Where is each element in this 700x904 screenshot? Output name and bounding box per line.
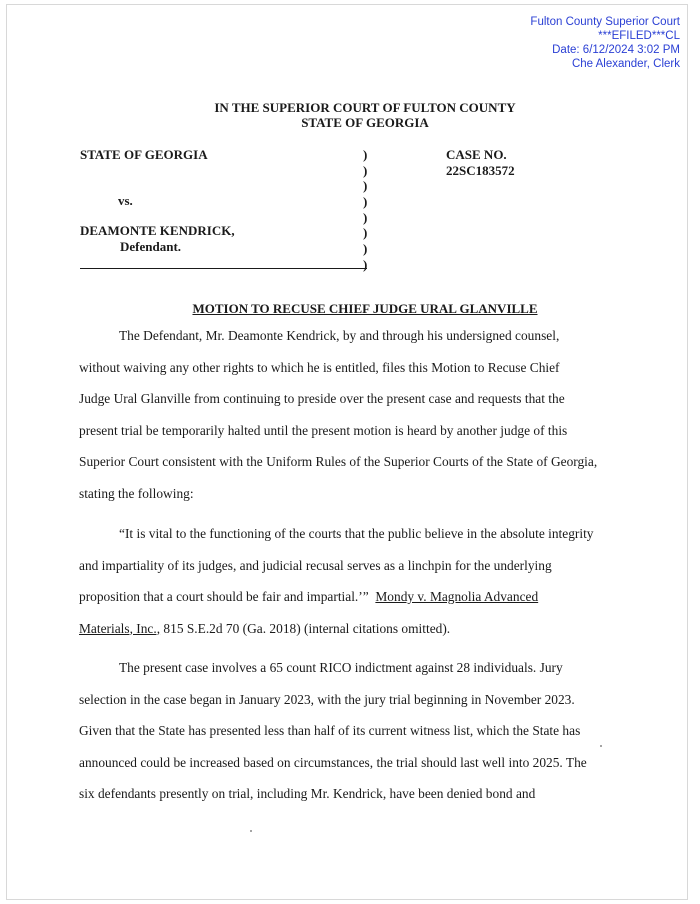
defendant-role: Defendant. bbox=[120, 239, 182, 254]
case-number-block bbox=[446, 147, 515, 179]
paragraph-case-background bbox=[79, 652, 624, 810]
paren: ) bbox=[363, 241, 368, 257]
text-line bbox=[79, 581, 624, 613]
text-line bbox=[79, 613, 624, 645]
caption-rule bbox=[80, 268, 367, 269]
paragraph-intro bbox=[79, 320, 624, 509]
text-line: announced could be increased based on circumstances, the trial should last well into 2025. The bbox=[79, 754, 587, 770]
case-citation: Mondy v. Magnolia Advanced bbox=[375, 589, 539, 604]
case-citation-cont: Materials, Inc., bbox=[79, 620, 161, 636]
paren: ) bbox=[363, 178, 368, 194]
text-line: present trial be temporarily halted until the present motion is heard by another judge of this bbox=[79, 422, 568, 438]
text-line: stating the following: bbox=[79, 485, 194, 501]
motion-title: MOTION TO RECUSE CHIEF JUDGE URAL GLANVILLE bbox=[192, 301, 538, 316]
paragraph-quote bbox=[79, 518, 624, 644]
citation-detail: 815 S.E.2d 70 (Ga. 2018) (internal citations omitted). bbox=[163, 620, 451, 636]
defendant-name: DEAMONTE KENDRICK, bbox=[80, 223, 235, 238]
court-state: STATE OF GEORGIA bbox=[301, 115, 429, 130]
text-line: Given that the State has presented less than half of its current witness list, which the State has bbox=[79, 723, 581, 738]
scan-speck bbox=[250, 830, 252, 832]
text-line: The present case involves a 65 count RICO indictment against 28 individuals. Jury bbox=[119, 660, 563, 675]
case-number: 22SC183572 bbox=[446, 163, 515, 178]
paren: ) bbox=[363, 256, 368, 272]
stamp-date: Date: 6/12/2024 3:02 PM bbox=[552, 44, 680, 56]
text-line: The Defendant, Mr. Deamonte Kendrick, by and through his undersigned counsel, bbox=[119, 328, 560, 343]
text-line: six defendants presently on trial, including Mr. Kendrick, have been denied bond and bbox=[79, 786, 536, 801]
paren: ) bbox=[363, 225, 368, 241]
quote-text: proposition that a court should be fair and impartial.’” bbox=[79, 589, 369, 604]
paren: ) bbox=[363, 194, 368, 210]
paren: ) bbox=[363, 147, 368, 162]
stamp-efiled: ***EFILED***CL bbox=[598, 30, 680, 42]
text-line: selection in the case began in January 2023, with the jury trial beginning in November 2023. bbox=[79, 691, 575, 707]
text-line: without waiving any other rights to which he is entitled, files this Motion to Recuse Chief bbox=[79, 359, 560, 375]
court-heading bbox=[0, 100, 700, 130]
text-line: Superior Court consistent with the Uniform Rules of the Superior Courts of the State of Georgia, bbox=[79, 454, 598, 469]
efile-stamp bbox=[530, 15, 680, 71]
paren: ) bbox=[363, 162, 368, 178]
plaintiff: STATE OF GEORGIA bbox=[80, 147, 208, 162]
text-line: “It is vital to the functioning of the courts that the public believe in the absolute integrity bbox=[119, 526, 594, 541]
versus: vs. bbox=[118, 193, 133, 208]
stamp-clerk: Che Alexander, Clerk bbox=[571, 58, 680, 70]
paren: ) bbox=[363, 209, 368, 225]
caption-parens bbox=[363, 147, 367, 273]
text-line: and impartiality of its judges, and judicial recusal serves as a linchpin for the underlying bbox=[79, 557, 552, 573]
court-name: IN THE SUPERIOR COURT OF FULTON COUNTY bbox=[214, 100, 516, 115]
stamp-court: Fulton County Superior Court bbox=[530, 16, 680, 28]
text-line: Judge Ural Glanville from continuing to preside over the present case and requests that the bbox=[79, 391, 565, 406]
scan-speck bbox=[600, 745, 602, 747]
case-label: CASE NO. bbox=[446, 147, 507, 162]
